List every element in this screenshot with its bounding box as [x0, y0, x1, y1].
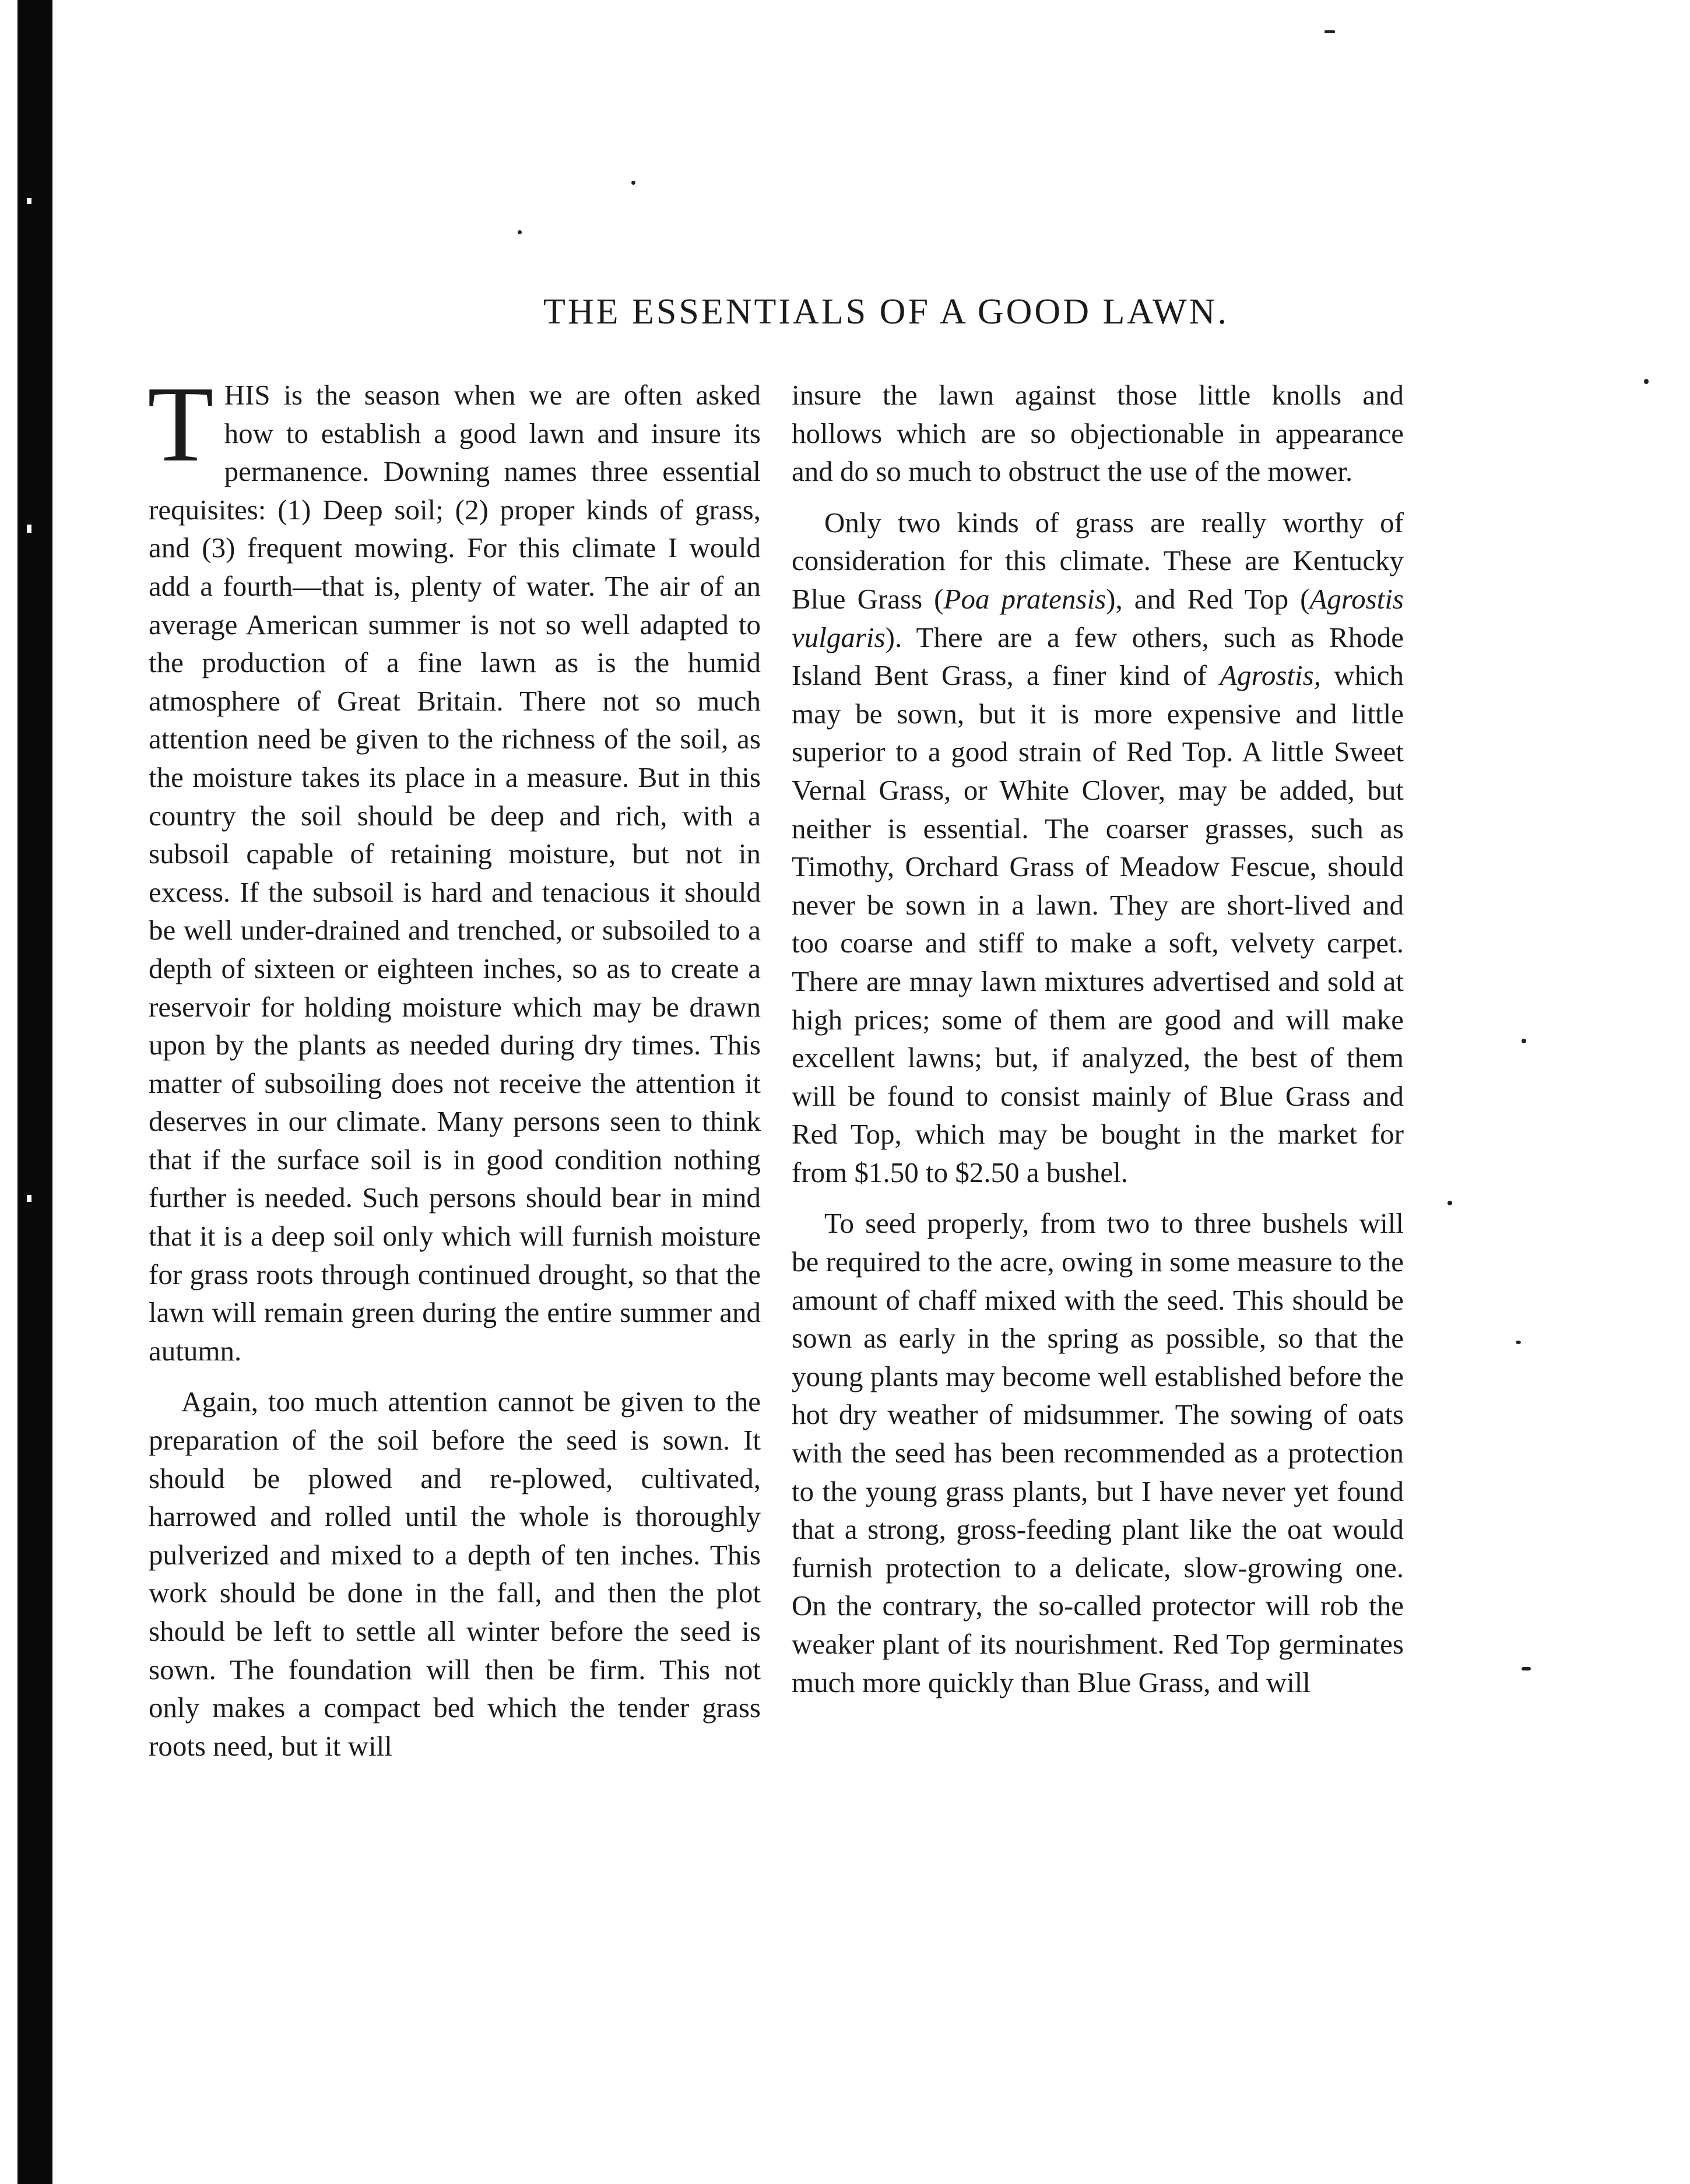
- scan-speck: [1447, 1201, 1452, 1205]
- scan-speck: [1522, 1667, 1531, 1670]
- scan-binding-edge: [17, 0, 52, 2184]
- scan-speck: [631, 181, 635, 185]
- paragraph-text: Only two kinds of grass are really worthy of consideration for this climate. These are Kentucky Blue Grass (: [792, 506, 1404, 615]
- paragraph-text: which may be sown, but it is more expensive and little superior to a good strain of Red Top. A little Sweet Vernal Grass, or White Clover, may be added, but neither is essential. The coarser grasses, such as Timothy, Orchard Grass of Meadow Fescue, should never be sown in a lawn. They are short-lived and too coarse and stiff to make a soft, velvety carpet. There are mnay lawn mixtures advertised and sold at high prices; some of them are good and will make excellent lawns; but, if analyzed, the best of them will be found to consist mainly of Blue Grass and Red Top, which may be bought in the market for from $1.50 to $2.50 a bushel.: [792, 659, 1404, 1188]
- species-name: Agrostis vulgaris: [792, 582, 1404, 653]
- scan-edge-gap: [27, 198, 31, 204]
- scan-edge-gap: [27, 1195, 31, 1202]
- species-name: Poa pratensis: [943, 582, 1106, 615]
- paragraph-grass-kinds: [792, 504, 1404, 1192]
- scan-speck: [1644, 379, 1649, 384]
- scan-speck: [1324, 30, 1335, 33]
- article-title: THE ESSENTIALS OF A GOOD LAWN.: [543, 292, 1229, 332]
- paragraph-soil-preparation: Again, too much attention cannot be given to the preparation of the soil before the seed is sown. It should be plowed and re-plowed, cultivated, harrowed and rolled until the whole is thoroughly pulverized and mixed to a depth of ten inches. This work should be done in the fall, and then the plot should be left to settle all winter before the seed is sown. The foundation will then be firm. This not only makes a compact bed which the tender grass roots need, but it will: [149, 1385, 761, 1762]
- left-column: [147, 364, 761, 1765]
- drop-cap: T: [147, 364, 214, 484]
- scan-speck: [1516, 1341, 1521, 1344]
- scan-speck: [518, 230, 522, 234]
- opening-paragraph: [147, 364, 761, 1370]
- scan-speck: [1522, 1039, 1526, 1043]
- paragraph-seeding: To seed properly, from two to three bushels will be required to the acre, owing in some measure to the amount of chaff mixed with the seed. This should be sown as early in the spring as possible, so that the young plants may become well established before the hot dry weather of midsummer. The sowing of oats with the seed has been recommended as a protection to the young grass plants, but I have never yet found that a strong, gross-feeding plant like the oat would furnish protection to a delicate, slow-growing one. On the contrary, the so-called protector will rob the weaker plant of its nourishment. Red Top germinates much more quickly than Blue Grass, and will: [792, 1207, 1404, 1698]
- paragraph-continued: insure the lawn against those little knolls and hollows which are so objectionable in appearance and do so much to obstruct the use of the mower.: [792, 379, 1404, 488]
- paragraph-text: ), and Red Top (: [1106, 582, 1310, 615]
- opening-paragraph-text: HIS is the season when we are often asked how to establish a good lawn and insure its permanence. Downing names three essential requisites: (1) Deep soil; (2) proper kinds of grass, and (3) frequent mowing. For this climate I would add a fourth—that is, plenty of water. The air of an average American summer is not so well adapted to the production of a fine lawn as is the humid atmosphere of Great Britain. There not so much attention need be given to the richness of the soil, as the moisture takes its place in a measure. But in this country the soil should be deep and rich, with a subsoil capable of retaining moisture, but not in excess. If the subsoil is hard and tenacious it should be well under-drained and trenched, or subsoiled to a depth of sixteen or eighteen inches, so as to create a reservoir for holding moisture which may be drawn upon by the plants as needed during dry times. This matter of subsoiling does not receive the attention it deserves in our climate. Many persons seen to think that if the surface soil is in good condition nothing further is needed. Such persons should bear in mind that it is a deep soil only which will furnish moisture for grass roots through continued drought, so that the lawn will remain green during the entire summer and autumn.: [149, 379, 761, 1367]
- scan-edge-gap: [27, 525, 31, 533]
- right-column: [792, 376, 1404, 1701]
- genus-name: Agrostis,: [1220, 659, 1321, 692]
- paragraph-text: ). There are a few others, such as Rhode Island Bent Grass, a finer kind of: [792, 621, 1404, 692]
